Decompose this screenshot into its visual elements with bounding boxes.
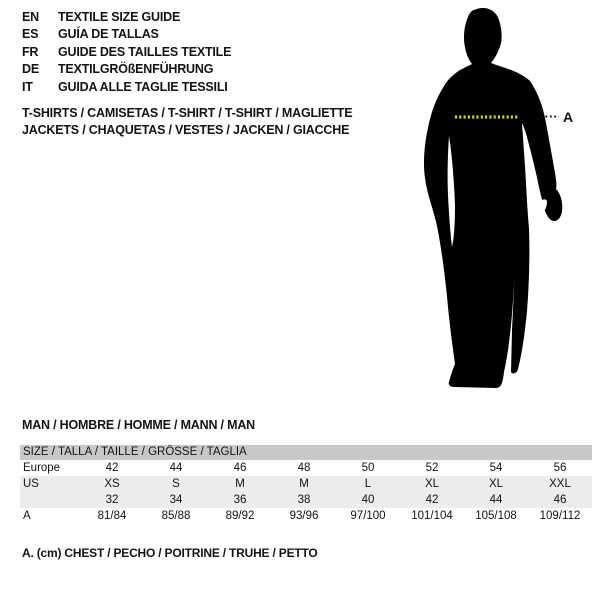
language-label: GUIDE DES TAILLES TEXTILE <box>58 44 232 59</box>
size-cell: 34 <box>169 494 183 506</box>
language-row <box>22 79 231 96</box>
size-cell: XL <box>424 478 440 490</box>
size-row-label: Europe <box>23 462 61 474</box>
size-cell: 48 <box>297 462 311 474</box>
size-cell: XXL <box>549 478 571 490</box>
language-label: GUIDA ALLE TAGLIE TESSILI <box>58 79 228 94</box>
size-cell: 38 <box>297 494 311 506</box>
size-cell: 101/104 <box>411 510 453 522</box>
size-cell: XL <box>488 478 504 490</box>
language-code: IT <box>22 79 33 94</box>
size-cell: XS <box>104 478 120 490</box>
size-cell: M <box>299 478 309 490</box>
category-list <box>22 105 352 139</box>
footnote-chest: A. (cm) CHEST / PECHO / POITRINE / TRUHE / PETTO <box>22 546 318 560</box>
measure-label-a: A <box>563 109 574 125</box>
size-cell: 40 <box>361 494 375 506</box>
size-cell: 56 <box>553 462 567 474</box>
size-cell: 54 <box>489 462 503 474</box>
size-cell: 36 <box>233 494 247 506</box>
language-list <box>22 9 231 96</box>
size-table-header: SIZE / TALLA / TAILLE / GRÖSSE / TAGLIA <box>20 445 592 460</box>
language-label: GUÍA DE TALLAS <box>58 27 159 42</box>
size-cell: 32 <box>105 494 119 506</box>
man-silhouette-svg <box>415 0 600 400</box>
language-label: TEXTILE SIZE GUIDE <box>58 10 181 24</box>
size-cell: 105/108 <box>475 510 517 522</box>
size-row-label: A <box>23 510 31 522</box>
category-line-tshirts: T-SHIRTS / CAMISETAS / T-SHIRT / T-SHIRT / MAGLIETTE <box>22 106 353 120</box>
size-cell: 109/112 <box>539 510 581 522</box>
size-table-row <box>20 460 592 476</box>
size-cell: 42 <box>105 462 119 474</box>
size-cell: 97/100 <box>350 510 386 522</box>
size-cell: 93/96 <box>289 510 319 522</box>
size-cell: 46 <box>233 462 247 474</box>
size-cell: 44 <box>489 494 503 506</box>
size-cell: L <box>364 478 372 490</box>
size-table-row <box>20 492 592 508</box>
language-row <box>22 61 231 78</box>
language-code: ES <box>22 27 39 42</box>
category-line-jackets: JACKETS / CHAQUETAS / VESTES / JACKEN / GIACCHE <box>22 123 350 137</box>
size-table-row <box>20 476 592 492</box>
size-row-label <box>20 492 80 508</box>
size-cell: 52 <box>425 462 439 474</box>
language-code: EN <box>22 10 39 24</box>
size-cell: 46 <box>553 494 567 506</box>
section-title-man: MAN / HOMBRE / HOMME / MANN / MAN <box>22 418 255 432</box>
man-silhouette <box>424 8 562 388</box>
language-row <box>22 9 231 26</box>
size-cell: 50 <box>361 462 375 474</box>
size-cell: S <box>172 478 180 490</box>
size-cell: 89/92 <box>225 510 255 522</box>
language-code: FR <box>22 44 39 59</box>
size-cell: 42 <box>425 494 439 506</box>
size-table-body <box>20 460 592 524</box>
language-row <box>22 44 231 61</box>
size-table-row <box>20 508 592 524</box>
language-row <box>22 26 231 43</box>
size-cell: 81/84 <box>97 510 127 522</box>
language-code: DE <box>22 62 39 77</box>
size-cell: 85/88 <box>161 510 191 522</box>
size-table <box>20 445 592 524</box>
size-cell: 44 <box>169 462 183 474</box>
size-cell: M <box>235 478 245 490</box>
language-label: TEXTILGRÖßENFÜHRUNG <box>58 62 214 77</box>
size-row-label: US <box>23 478 39 490</box>
size-figure <box>415 0 600 400</box>
